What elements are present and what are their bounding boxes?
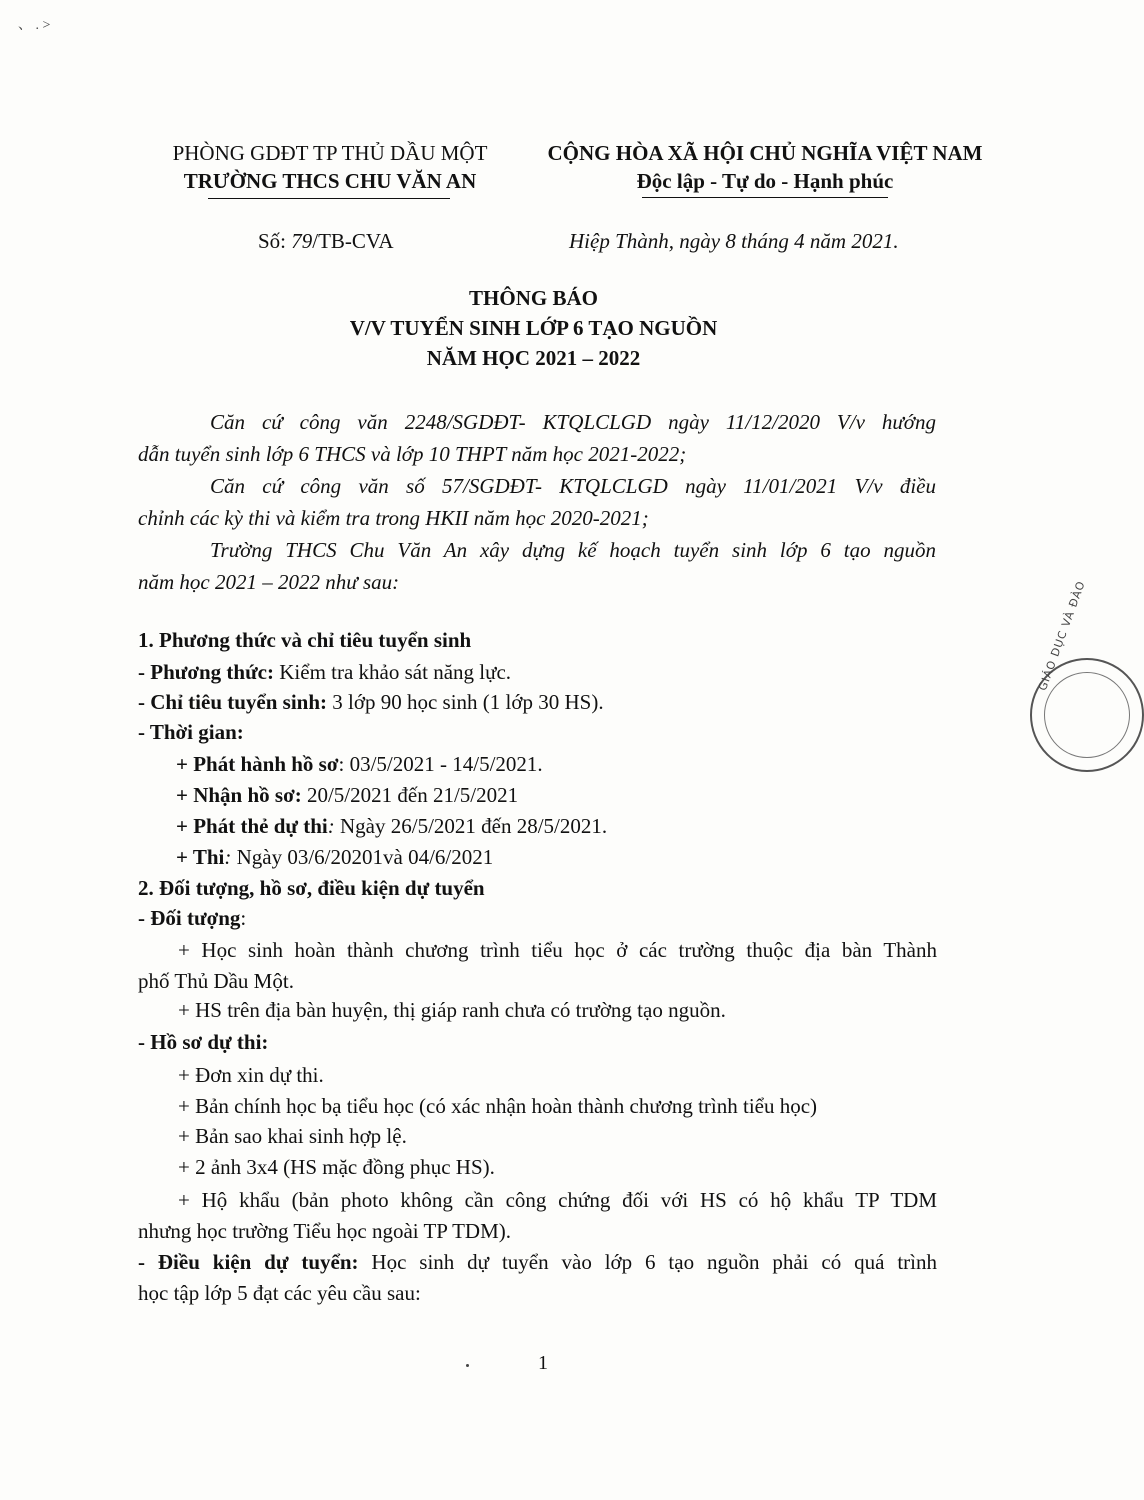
dossier-item: + Bản chính học bạ tiểu học (có xác nhận hoàn thành chương trình tiểu học) — [178, 1094, 818, 1118]
title-line-2: V/V TUYỂN SINH LỚP 6 TẠO NGUỒN — [349, 316, 718, 340]
household-first-line: + Hộ khẩu (bản photo không cần công chứng đối với HS có hộ khẩu TP TDM — [178, 1188, 937, 1212]
method-line — [138, 660, 511, 685]
document-number-handwritten: 79 — [291, 229, 313, 253]
header-school-underline — [208, 198, 450, 199]
exam-colon: : — [224, 845, 232, 869]
dossier-item: + Bản sao khai sinh hợp lệ. — [178, 1124, 407, 1148]
card-value: Ngày 26/5/2021 đến 28/5/2021. — [334, 814, 608, 838]
preamble-plan-rest: năm học 2021 – 2022 như sau: — [138, 570, 400, 594]
card-colon: : — [327, 814, 335, 838]
preamble-basis-1-rest: dẫn tuyển sinh lớp 6 THCS và lớp 10 THPT năm học 2021-2022; — [138, 442, 687, 466]
official-seal — [1030, 578, 1144, 772]
preamble-basis-1-first-line: Căn cứ công văn 2248/SGDĐT- KTQLCLGD ngày 11/12/2020 V/v hướng — [210, 410, 936, 434]
document-number — [258, 228, 394, 254]
receive-line — [176, 783, 518, 808]
section-2-heading: 2. Đối tượng, hồ sơ, điều kiện dự tuyển — [138, 876, 485, 900]
card-label: + Phát thẻ dự thi — [176, 814, 328, 838]
preamble-basis-2-first-line: Căn cứ công văn số 57/SGDĐT- KTQLCLGD ngày 11/01/2021 V/v điều — [210, 474, 936, 498]
preamble-basis-2-rest: chỉnh các kỳ thi và kiểm tra trong HKII năm học 2020-2021; — [138, 506, 649, 530]
header-country: CỘNG HÒA XÃ HỘI CHỦ NGHĨA VIỆT NAM — [547, 141, 983, 165]
exam-label: + Thi — [176, 845, 225, 869]
place-date-prefix: Hiệp Thành, ngày — [569, 229, 726, 253]
title-line-1: THÔNG BÁO — [469, 286, 598, 310]
header-motto: Độc lập - Tự do - Hạnh phúc — [636, 169, 894, 193]
page-number: 1 — [538, 1352, 548, 1374]
dossier-label: - Hồ sơ dự thi: — [138, 1030, 269, 1054]
dossier-item: + 2 ảnh 3x4 (HS mặc đồng phục HS). — [178, 1155, 495, 1179]
quota-line — [138, 690, 604, 715]
header-department: PHÒNG GDĐT TP THỦ DẦU MỘT — [172, 141, 488, 165]
document-number-prefix: Số: — [258, 229, 292, 253]
official-seal-inner-ring — [1044, 672, 1130, 758]
section-1-heading: 1. Phương thức và chỉ tiêu tuyển sinh — [138, 628, 472, 652]
issue-line — [176, 752, 543, 777]
dossier-item: + Đơn xin dự thi. — [178, 1063, 324, 1087]
time-label: - Thời gian: — [138, 720, 244, 744]
method-value: Kiểm tra khảo sát năng lực. — [274, 660, 512, 684]
place-date-day-handwritten: 8 — [725, 229, 736, 253]
header-school: TRƯỜNG THCS CHU VĂN AN — [183, 169, 477, 193]
quota-value: 3 lớp 90 học sinh (1 lớp 30 HS). — [327, 690, 604, 714]
header-motto-underline — [642, 197, 888, 198]
official-seal-text: GIÁO DỤC VÀ ĐÀO — [1036, 578, 1088, 693]
place-date — [569, 228, 899, 254]
exam-value: Ngày 03/6/20201và 04/6/2021 — [231, 845, 494, 869]
target-item-1-first-line: + Học sinh hoàn thành chương trình tiểu học ở các trường thuộc địa bàn Thành — [178, 938, 937, 962]
target-colon: : — [240, 906, 247, 930]
method-label: - Phương thức: — [138, 660, 274, 684]
exam-line — [176, 845, 493, 870]
receive-value: 20/5/2021 đến 21/5/2021 — [301, 783, 519, 807]
preamble-plan-first-line: Trường THCS Chu Văn An xây dựng kế hoạch tuyển sinh lớp 6 tạo nguồn — [210, 538, 936, 562]
place-date-month-year: tháng 4 năm 2021. — [735, 229, 899, 253]
issue-label: + Phát hành hồ sơ — [176, 752, 339, 776]
quota-label: - Chỉ tiêu tuyển sinh: — [138, 690, 328, 714]
condition-first-line — [138, 1246, 937, 1278]
receive-label: + Nhận hồ sơ: — [176, 783, 302, 807]
issue-value: : 03/5/2021 - 14/5/2021. — [338, 752, 543, 776]
condition-text: Học sinh dự tuyển vào lớp 6 tạo nguồn phải có quá trình — [358, 1250, 937, 1274]
target-item-2: + HS trên địa bàn huyện, thị giáp ranh chưa có trường tạo nguồn. — [178, 998, 726, 1022]
title-line-3: NĂM HỌC 2021 – 2022 — [426, 346, 641, 370]
card-line — [176, 814, 607, 839]
household-rest: nhưng học trường Tiểu học ngoài TP TDM). — [138, 1219, 511, 1243]
scan-speck — [466, 1364, 469, 1367]
scan-corner-marks: 、 . > — [18, 18, 51, 33]
condition-label: - Điều kiện dự tuyển: — [138, 1250, 359, 1274]
target-line — [138, 906, 246, 931]
document-number-suffix: /TB-CVA — [312, 229, 394, 253]
target-label: - Đối tượng — [138, 906, 241, 930]
target-item-1-rest: phố Thủ Dầu Một. — [138, 969, 294, 993]
condition-rest: học tập lớp 5 đạt các yêu cầu sau: — [138, 1281, 421, 1305]
